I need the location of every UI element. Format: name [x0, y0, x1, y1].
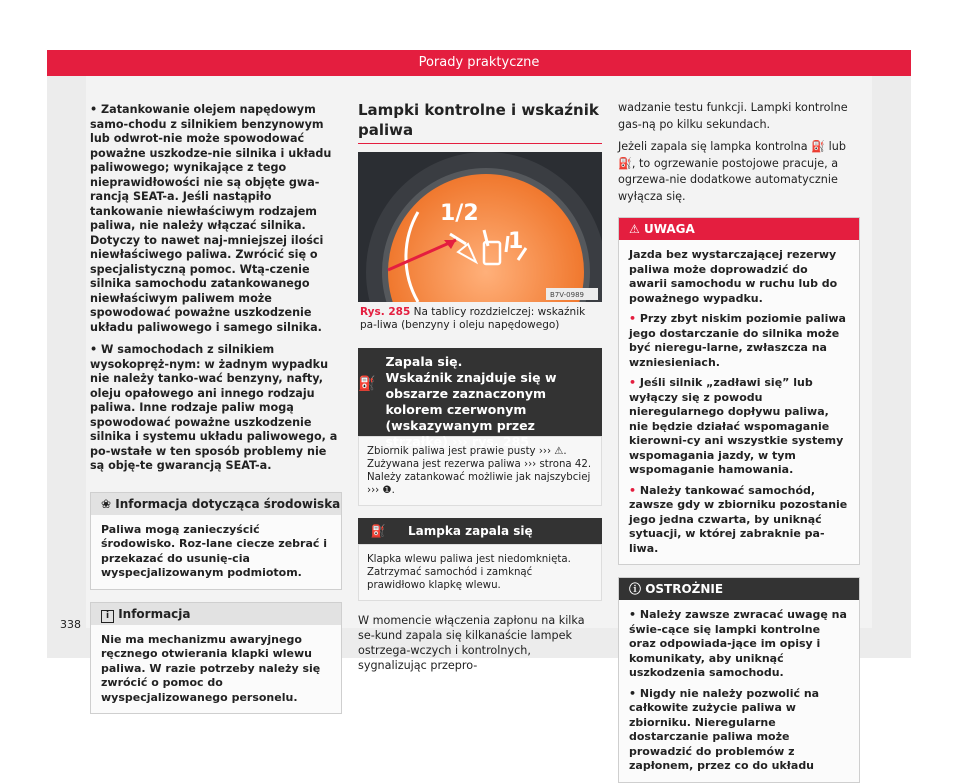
left-column — [90, 103, 342, 714]
paragraph: wadzanie testu funkcji. Lampki kontrolne gas-ną po kilku sekundach. — [618, 101, 848, 131]
section-header: Porady praktyczne — [47, 50, 911, 76]
bullet-item: • Zatankowanie olejem napędowym samo-chodu z silnikiem benzynowym lub odwrot-nie może spowodować poważne uszkodze-nie silnika i układu paliwowego; wynikające z tego nieprawidłowości nie są objęte gwa-rancją SEAT-a. Jeśli nastąpiło tankowanie niewłaściwym rodzajem paliwa, nie należy włączać silnika. Dotyczy to nawet naj-mniejszej ilości niewłaściwego paliwa. Zwrócić się o specjalistyczną pomoc. Wtą-czenie silnika samochodu zatankowanego niewłaściwym paliwem może spowodować poważne uszkodzenie układu paliwowego i samego silnika. — [90, 103, 332, 334]
bullet-item: • W samochodach z silnikiem wysokopręż-nym: w żadnym wypadku nie należy tanko-wać benzyny, nafty, oleju opałowego ani innego rodzaju paliwa. Inne rodzaje paliw mogą spowodować poważne uszkodzenie silnika i systemu układu paliwowego, a po-wstałe w ten sposób problemy nie są obję-te gwarancją SEAT-a. — [90, 343, 338, 472]
fuel-flap-lamp-box — [358, 518, 602, 601]
warning-lamp-box — [358, 348, 602, 506]
warning-triangle-icon: ⚠ — [629, 222, 640, 236]
figure-caption: Rys. 285 Na tablicy rozdzielczej: wskaźnik pa-liwa (benzyny i oleju napędowego) — [360, 306, 586, 331]
figure-code: B7V-0989 — [550, 291, 584, 299]
fuel-gauge-figure — [358, 152, 602, 302]
warning-intro: Jazda bez wystarczającej rezerwy paliwa może doprowadzić do awarii samochodu w ruchu lub do poważnego wypadku. — [629, 248, 838, 305]
leaf-icon: ❀ — [101, 496, 112, 511]
environment-box-header: ❀ Informacja dotycząca środowiska — [91, 493, 341, 515]
environment-box-body: Paliwa mogą zanieczyścić środowisko. Roz-lane ciecze zebrać i przekazać do usunię-cia wyspecjalizowanym podmiotom. — [101, 522, 328, 579]
caution-bullet: • Nigdy nie należy pozwolić na całkowite zużycie paliwa w zbiorniku. Nieregularne dostarczanie paliwa może prowadzić do problemów z zapłonem, przez co do układu — [629, 686, 820, 772]
fuel-flap-lamp-title: Lampka zapala się — [408, 524, 533, 538]
half-label: 1/2 — [440, 201, 479, 226]
page-number: 338 — [60, 618, 81, 631]
paragraph: W momencie włączenia zapłonu na kilka se-kund zapala się kilkanaście lampek ostrzega-wczych i kontrolnych, sygnalizując przepro- — [358, 614, 585, 672]
caution-box-header: ⓘ OSTROŻNIE — [619, 578, 859, 600]
caution-bullet: • Należy zawsze zwracać uwagę na świe-cące się lampki kontrolne oraz odpowiada-jące im opisy i komunikaty, aby uniknąć uszkodzenia samochodu. — [629, 608, 847, 679]
environment-box — [90, 492, 342, 590]
section-title: Lampki kontrolne i wskaźnik paliwa — [358, 100, 602, 144]
warning-bullet: • Jeśli silnik „zadławi się” lub wyłączy się z powodu nieregularnego dopływu paliwa, nie będzie działać wspomaganie kierowni-cy ani wszystkie systemy wspomagania jazdy, w tym wspomaganie hamowania. — [629, 376, 844, 476]
middle-column — [358, 100, 602, 684]
warning-bullet: • Należy tankować samochód, zawsze gdy w zbiorniku pozostanie jego jedna czwarta, by uniknąć sytuacji, w której zabraknie pa-liwa. — [629, 483, 848, 555]
paragraph: Jeżeli zapala się lampka kontrolna ⛽ lub ⛽, to ogrzewanie postojowe pracuje, a ogrzewa-nie dodatkowe automatycznie wyłącza się. — [618, 140, 846, 203]
fuel-flap-lamp-body: Klapka wlewu paliwa jest niedomknięta. Zatrzymać samochód i zamknąć prawidłowo klapkę wlewu. — [358, 544, 602, 601]
fuel-pump-icon: ⛽ — [358, 376, 376, 392]
full-label: 1 — [508, 229, 524, 254]
info-box-body: Nie ma mechanizmu awaryjnego ręcznego otwierania klapki wlewu paliwa. W razie potrzeby należy się zwrócić o pomoc do wyspecjalizowanego personelu. — [101, 632, 321, 704]
info-box-header: i Informacja — [91, 603, 341, 625]
warning-lamp-body: Zbiornik paliwa jest prawie pusty ››› ⚠. Zużywana jest rezerwa paliwa ››› strona 42. Należy zatankować możliwie jak najszybciej ››› ❶. — [358, 436, 602, 506]
fuel-flap-icon: ⛽ — [370, 524, 386, 538]
info-icon: i — [101, 610, 114, 623]
warning-box-header: ⚠ UWAGA — [619, 218, 859, 240]
warning-box — [618, 217, 860, 565]
warning-bullet: • Przy zbyt niskim poziomie paliwa jego dostarczanie do silnika może być nieregu-larne, zwłaszcza na wzniesieniach. — [629, 312, 846, 369]
fuel-gauge-illustration — [358, 152, 602, 302]
right-column — [618, 100, 860, 783]
warning-lamp-title: Zapala się. Wskaźnik znajduje się w obszarze zaznaczonym kolorem czerwonym (wskazywanym przez strzałkę) ››› rys. 285 — [385, 354, 557, 449]
info-box — [90, 602, 342, 715]
caution-icon: ⓘ — [629, 582, 642, 596]
caution-box — [618, 577, 860, 783]
